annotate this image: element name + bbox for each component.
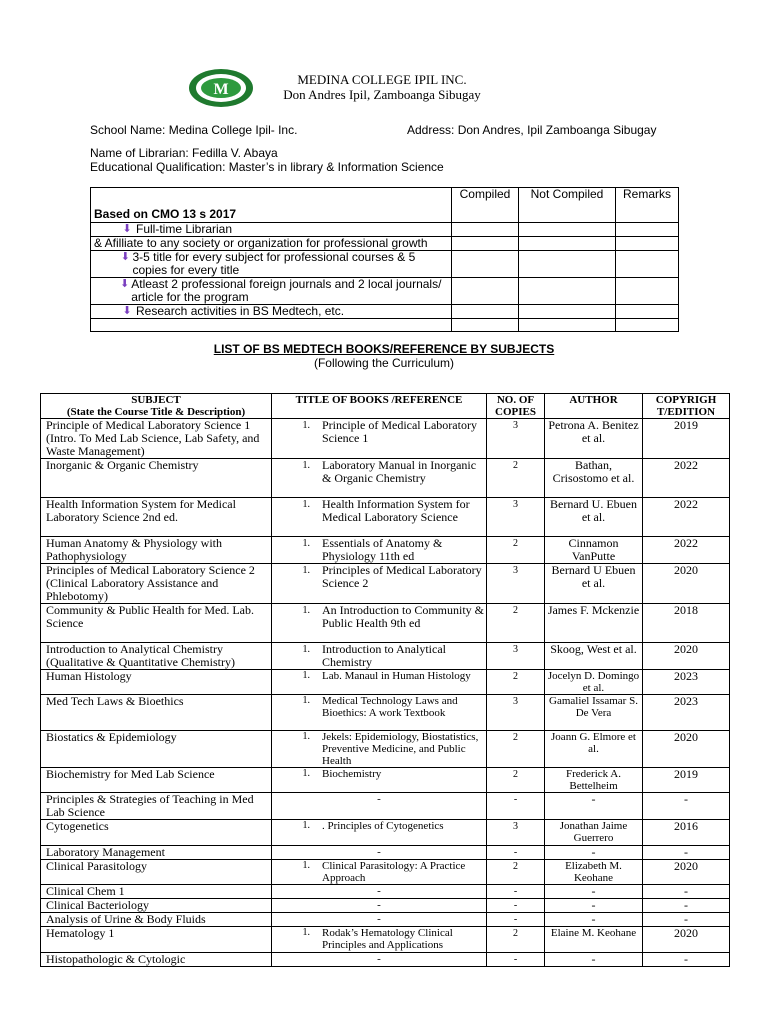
author-cell: James F. Mckenzie	[545, 604, 643, 643]
title-cell	[272, 927, 487, 953]
table-row	[41, 643, 730, 670]
table-row	[41, 953, 730, 967]
arrow-bullet-icon: ⬇	[120, 278, 130, 290]
table-row	[41, 927, 730, 953]
list-number: 1.	[302, 538, 310, 549]
header-subject: SUBJECT (State the Course Title & Description)	[41, 394, 272, 419]
table-row	[41, 768, 730, 793]
subject-cell: Biochemistry for Med Lab Science	[41, 768, 272, 793]
subject-cell: Introduction to Analytical Chemistry (Qualitative & Quantitative Chemistry)	[41, 643, 272, 670]
book-title: -	[377, 885, 381, 897]
logo-letter: M	[213, 81, 229, 98]
author-cell: -	[545, 793, 643, 820]
educational-qualification: Educational Qualification: Master’s in library & Information Science	[90, 160, 444, 174]
copies-cell: 3	[487, 643, 545, 670]
title-cell	[272, 731, 487, 768]
title-cell	[272, 459, 487, 498]
col-remarks: Remarks	[616, 188, 679, 223]
copies-cell: 2	[487, 459, 545, 498]
copies-cell: 2	[487, 604, 545, 643]
copies-cell: -	[487, 913, 545, 927]
book-title: Health Information System for Medical Laboratory Science	[322, 497, 470, 524]
copies-cell: 2	[487, 731, 545, 768]
copies-cell: 3	[487, 419, 545, 459]
copyright-cell: 2020	[643, 731, 730, 768]
books-table	[40, 393, 730, 967]
book-title: Introduction to Analytical Chemistry	[322, 642, 446, 669]
title-cell	[272, 860, 487, 885]
arrow-bullet-icon: ⬇	[122, 223, 132, 235]
subject-cell: Clinical Bacteriology	[41, 899, 272, 913]
copyright-cell: 2022	[643, 537, 730, 564]
title-cell	[272, 885, 487, 899]
subject-cell: Human Anatomy & Physiology with Pathophysiology	[41, 537, 272, 564]
title-cell	[272, 695, 487, 731]
author-cell: Elaine M. Keohane	[545, 927, 643, 953]
cmo-row: ⬇ Atleast 2 professional foreign journals and 2 local journals/ article for the program	[91, 278, 452, 305]
author-cell: -	[545, 846, 643, 860]
subject-cell: Hematology 1	[41, 927, 272, 953]
copyright-cell: -	[643, 913, 730, 927]
subject-cell: Med Tech Laws & Bioethics	[41, 695, 272, 731]
subject-cell: Analysis of Urine & Body Fluids	[41, 913, 272, 927]
table-row	[41, 820, 730, 846]
table-row	[41, 913, 730, 927]
author-cell: Elizabeth M. Keohane	[545, 860, 643, 885]
college-address: Don Andres Ipil, Zamboanga Sibugay	[283, 87, 481, 102]
list-number: 1.	[302, 927, 310, 938]
cmo-heading: Based on CMO 13 s 2017	[91, 188, 452, 223]
cmo-row: ⬇ Research activities in BS Medtech, etc.	[91, 305, 452, 319]
copyright-cell: 2020	[643, 643, 730, 670]
subject-cell: Human Histology	[41, 670, 272, 695]
copies-cell: 2	[487, 927, 545, 953]
list-subtitle: (Following the Curriculum)	[313, 356, 455, 370]
title-cell	[272, 793, 487, 820]
title-cell	[272, 820, 487, 846]
copyright-cell: 2023	[643, 695, 730, 731]
book-title: Principles of Medical Laboratory Science 2	[322, 563, 482, 590]
list-number: 1.	[302, 499, 310, 510]
book-title: -	[377, 899, 381, 911]
col-compiled: Compiled	[452, 188, 519, 223]
librarian-name: Name of Librarian: Fedilla V. Abaya	[90, 146, 278, 160]
copies-cell: -	[487, 885, 545, 899]
table-row	[41, 419, 730, 459]
table-row	[41, 731, 730, 768]
copyright-cell: 2022	[643, 498, 730, 537]
book-title: Principle of Medical Laboratory Science 1	[322, 418, 477, 445]
copyright-cell: 2020	[643, 564, 730, 604]
arrow-bullet-icon: ⬇	[120, 251, 130, 263]
list-number: 1.	[302, 420, 310, 431]
copyright-cell: 2018	[643, 604, 730, 643]
book-title: Jekels: Epidemiology, Biostatistics, Preventive Medicine, and Public Health	[322, 731, 479, 767]
book-title: -	[377, 953, 381, 965]
copyright-cell: 2023	[643, 670, 730, 695]
header-copyright: COPYRIGH T/EDITION	[643, 394, 730, 419]
copies-cell: -	[487, 899, 545, 913]
book-title: Rodak’s Hematology Clinical Principles and Applications	[322, 927, 453, 951]
table-row	[41, 604, 730, 643]
copyright-cell: -	[643, 953, 730, 967]
copies-cell: 3	[487, 564, 545, 604]
subject-cell: Cytogenetics	[41, 820, 272, 846]
copies-cell: 3	[487, 498, 545, 537]
author-cell: -	[545, 913, 643, 927]
author-cell: -	[545, 953, 643, 967]
author-cell: Skoog, West et al.	[545, 643, 643, 670]
list-title: LIST OF BS MEDTECH BOOKS/REFERENCE BY SUBJECTS	[213, 342, 555, 356]
table-row	[41, 885, 730, 899]
title-cell	[272, 604, 487, 643]
book-title: Medical Technology Laws and Bioethics: A work Textbook	[322, 695, 458, 719]
book-title: An Introduction to Community & Public Health 9th ed	[322, 603, 484, 630]
college-name: MEDINA COLLEGE IPIL INC.	[297, 72, 467, 87]
author-cell: Frederick A. Bettelheim	[545, 768, 643, 793]
copies-cell: 2	[487, 670, 545, 695]
subject-cell: Laboratory Management	[41, 846, 272, 860]
table-row	[41, 793, 730, 820]
list-number: 1.	[302, 731, 310, 742]
title-cell	[272, 537, 487, 564]
cmo-row: ⬇ Full-time Librarian	[91, 223, 452, 237]
list-number: 1.	[302, 644, 310, 655]
book-title: Lab. Manaul in Human Histology	[322, 670, 471, 682]
copyright-cell: 2019	[643, 768, 730, 793]
title-cell	[272, 846, 487, 860]
subject-cell: Principle of Medical Laboratory Science 1 (Intro. To Med Lab Science, Lab Safety, and Waste Management)	[41, 419, 272, 459]
list-number: 1.	[302, 860, 310, 871]
table-row	[41, 695, 730, 731]
copies-cell: -	[487, 953, 545, 967]
book-title: -	[377, 793, 381, 805]
book-title: -	[377, 913, 381, 925]
author-cell: Petrona A. Benitez et al.	[545, 419, 643, 459]
title-cell	[272, 768, 487, 793]
book-title: . Principles of Cytogenetics	[322, 820, 444, 832]
col-not-compiled: Not Compiled	[519, 188, 616, 223]
author-cell: Jocelyn D. Domingo et al.	[545, 670, 643, 695]
table-row	[41, 899, 730, 913]
copyright-cell: 2020	[643, 860, 730, 885]
subject-cell: Principles & Strategies of Teaching in Med Lab Science	[41, 793, 272, 820]
subject-cell: Health Information System for Medical Laboratory Science 2nd ed.	[41, 498, 272, 537]
header-copies: NO. OF COPIES	[487, 394, 545, 419]
copyright-cell: -	[643, 846, 730, 860]
book-title: Clinical Parasitology: A Practice Approach	[322, 860, 466, 884]
title-cell	[272, 953, 487, 967]
list-number: 1.	[302, 605, 310, 616]
header-author: AUTHOR	[545, 394, 643, 419]
title-cell	[272, 670, 487, 695]
copies-cell: -	[487, 846, 545, 860]
subject-cell: Inorganic & Organic Chemistry	[41, 459, 272, 498]
subject-cell: Clinical Parasitology	[41, 860, 272, 885]
cmo-row: ⬇ 3-5 title for every subject for professional courses & 5 copies for every title	[91, 251, 452, 278]
copyright-cell: 2022	[643, 459, 730, 498]
title-cell	[272, 564, 487, 604]
table-row	[41, 459, 730, 498]
table-row	[41, 670, 730, 695]
author-cell: Joann G. Elmore et al.	[545, 731, 643, 768]
title-cell	[272, 498, 487, 537]
author-cell: Bernard U. Ebuen et al.	[545, 498, 643, 537]
subject-cell: Principles of Medical Laboratory Science 2 (Clinical Laboratory Assistance and Phlebotomy)	[41, 564, 272, 604]
list-number: 1.	[302, 670, 310, 681]
copyright-cell: -	[643, 793, 730, 820]
copyright-cell: 2019	[643, 419, 730, 459]
table-row	[41, 860, 730, 885]
author-cell: -	[545, 885, 643, 899]
subject-cell: Community & Public Health for Med. Lab. Science	[41, 604, 272, 643]
arrow-bullet-icon: ⬇	[122, 305, 132, 317]
table-row	[41, 846, 730, 860]
letterhead	[262, 72, 502, 102]
list-number: 1.	[302, 768, 310, 779]
title-cell	[272, 913, 487, 927]
list-number: 1.	[302, 460, 310, 471]
cmo-row: & Afilliate to any society or organization for professional growth	[91, 237, 452, 251]
table-row	[41, 564, 730, 604]
copyright-cell: 2020	[643, 927, 730, 953]
copyright-cell: 2016	[643, 820, 730, 846]
book-title: Biochemistry	[322, 768, 382, 780]
book-title: -	[377, 846, 381, 858]
copies-cell: 2	[487, 768, 545, 793]
table-row	[41, 498, 730, 537]
author-cell: Cinnamon VanPutte	[545, 537, 643, 564]
copies-cell: 2	[487, 860, 545, 885]
author-cell: Bernard U Ebuen et al.	[545, 564, 643, 604]
subject-cell: Biostatics & Epidemiology	[41, 731, 272, 768]
copies-cell: 3	[487, 695, 545, 731]
list-number: 1.	[302, 820, 310, 831]
title-cell	[272, 899, 487, 913]
copies-cell: 3	[487, 820, 545, 846]
book-title: Laboratory Manual in Inorganic & Organic Chemistry	[322, 458, 477, 485]
cmo-checklist-table	[90, 187, 679, 332]
list-number: 1.	[302, 565, 310, 576]
author-cell: -	[545, 899, 643, 913]
subject-cell: Clinical Chem 1	[41, 885, 272, 899]
copyright-cell: -	[643, 885, 730, 899]
author-cell: Jonathan Jaime Guerrero	[545, 820, 643, 846]
copies-cell: -	[487, 793, 545, 820]
header-title: TITLE OF BOOKS /REFERENCE	[272, 394, 487, 419]
subject-cell: Histopathologic & Cytologic	[41, 953, 272, 967]
copies-cell: 2	[487, 537, 545, 564]
book-title: Essentials of Anatomy & Physiology 11th ed	[322, 536, 443, 563]
author-cell: Gamaliel Issamar S. De Vera	[545, 695, 643, 731]
list-number: 1.	[302, 695, 310, 706]
title-cell	[272, 643, 487, 670]
copyright-cell: -	[643, 899, 730, 913]
school-address: Address: Don Andres, Ipil Zamboanga Sibugay	[407, 123, 657, 137]
college-logo	[188, 68, 254, 108]
school-name: School Name: Medina College Ipil- Inc.	[90, 123, 298, 137]
title-cell	[272, 419, 487, 459]
author-cell: Bathan, Crisostomo et al.	[545, 459, 643, 498]
table-row	[41, 537, 730, 564]
